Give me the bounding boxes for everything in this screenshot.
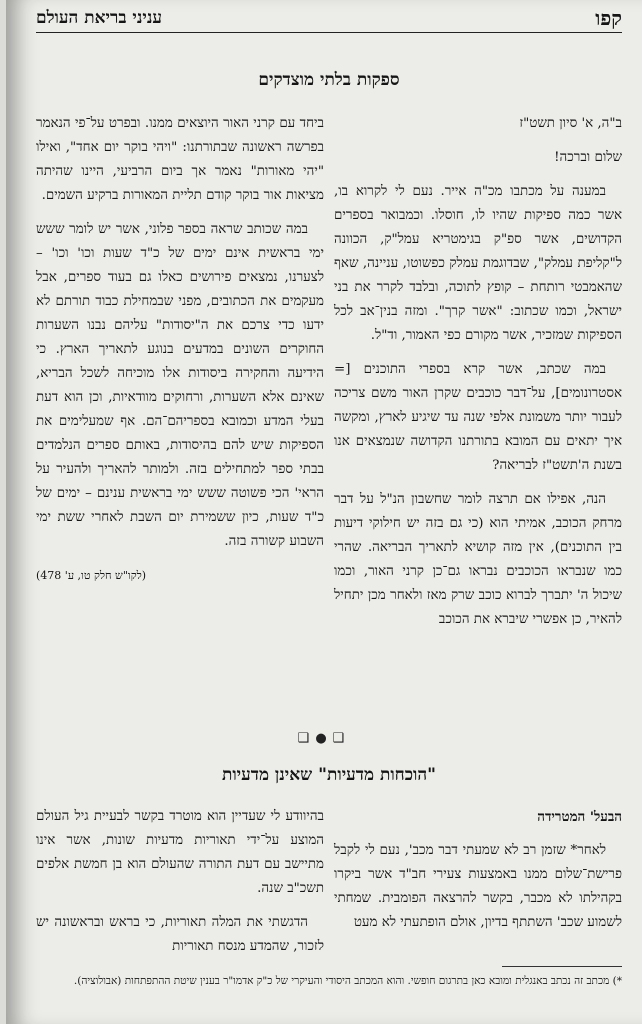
letter-date: ב"ה, א' סיון תשט"ז — [519, 116, 622, 131]
paragraph: במה שכתב, אשר קרא בספרי התוכנים [= אסטרונומים], על־דבר כוכבים שקרן האור משם צריכה לעבור יותר משמונת אלפי שנה עד שיגיע לארץ, ומקשה איך יתאים עם המובא בתורתנו הקדושה שנמצאים אנו בשנת ה'תשט"ז לבריאה? — [334, 362, 622, 473]
footnote: *) מכתב זה נכתב באנגלית ומובא כאן בתרגום חופשי. והוא המכתב היסודי והעיקרי של כ"ק אדמו"ר בענין שיטת ההתפתחות (אבולוציה). — [73, 975, 622, 987]
subsection-heading: הבעל' המטרידה — [537, 809, 622, 825]
paragraph: בהיוודע לי שעדיין הוא מוטרד בקשר לבעיית גיל העולם המוצע על־ידי תאוריות מדעיות שונות, אשר אינו מתיישב עם דעת התורה שהעולם הוא בן חמשת אלפים תשכ"ב שנה. — [36, 809, 324, 896]
paragraph: במה שכותב שראה בספר פלוני, אשר יש לומר ששש ימי בראשית אינם ימים של כ"ד שעות וכו' וכו' – לצערנו, נמצאים פירושים כאלו גם בעוד ספרים, אבל מעקמים את הכתובים, מפני שבמחילת כבוד תורתם לא ידעו כדי צרכם את ה"יסודות" עליהם נבנו השערות החוקרים השונים במדעים בנוגע לתאריך הארץ. כי הידיעה והחקירה ביסודות אלו מוכיחה לשכל הבריא, שאינם אלא השערות, ורחוקים מוודאיות, וכן הוא דעת בעלי המדע וכמובא בספריהם־הם. אף שמעלימים את הספיקות שיש להם בהיסודות, באותם ספרים הנלמדים בבתי ספר למתחילים בזה. ולמותר להאריך ולהעיר על הראי' הכי פשוטה ששש ימי בראשית ענינם – ימים של כ"ד שעות, כיון ששמירת יום השבת לאחרי ששת ימי השבוע קשורה בזה. — [36, 222, 324, 549]
book-page — [6, 0, 642, 1024]
paragraph: במענה על מכתבו מכ"ה אייר. נעם לי לקרוא בו, אשר כמה ספיקות שהיו לו, חוסלו. וכמבואר בספרים הקדושים, אשר ספ"ק בגימטריא עמל"ק, הכוונה ל"קליפת עמלק", שבדוגמת עמלק כפשוטו, עניינה, שאף שהאמבטי רותחת – קופץ לתוכה, ובלבד לקרר את בני ישראל, וכמו שכתוב: "אשר קרך". ומזה בנין־אב לכל הספיקות שמזכיר, אשר מקורם כפי האמור, וד"ל. — [334, 184, 622, 343]
source-citation: (לקו"ש חלק טו, ע' 478) — [36, 569, 147, 582]
section2-left-column — [36, 805, 324, 969]
running-title: עניני בריאת העולם — [36, 8, 163, 28]
paragraph: לאחר* שזמן רב לא שמעתי דבר מכב', נעם לי לקבל פרישת־שלום ממנו באמצעות צעירי חב"ד אשר ביקרו בקהילתו לא מכבר, בקשר להרצאה הפומבית. שמחתי לשמוע שכב' השתתף בדיון, אולם הופתעתי לא מעט — [334, 843, 622, 930]
section1-left-column — [36, 112, 324, 588]
running-header — [36, 6, 622, 33]
section-divider: ❑●❑ — [297, 731, 351, 746]
section2-right-column — [334, 805, 622, 945]
letter-greeting: שלום וברכה! — [554, 150, 622, 165]
section-title-1: ספקות בלתי מוצדקים — [258, 70, 400, 90]
paragraph: הדגשתי את המלה תאוריות, כי בראש ובראשונה יש לזכור, שהמדע מנסח תאוריות — [36, 915, 324, 954]
paragraph: הנה, אפילו אם תרצה לומר שחשבון הנ"ל על דבר מרחק הכוכב, אמיתי הוא (כי גם בזה יש חילוקי דיעות בין התוכנים), אין מזה קושיא לתאריך הבריאה. שהרי כמו שנבראו הכוכבים נבראו גם־כן קרני האור, וכמו שיכול ה' יתברך לברוא כוכב שרק מאז ולאחר מכן יתחיל להאיר, כן אפשרי שיברא את הכוכב — [334, 492, 622, 627]
page-number: קפו — [595, 6, 622, 30]
paragraph: ביחד עם קרני האור היוצאים ממנו. ובפרט על־פי הנאמר בפרשה ראשונה שבתורתנו: "ויהי בוקר יום אחד", ואילו "יהי מאורות" נאמר אך ביום הרביעי, היינו שהיתה מציאות אור בוקר קודם תליית המאורות ברקיע השמים. — [36, 116, 324, 203]
section-title-2: "הוכחות מדעיות" שאינן מדעיות — [221, 765, 437, 785]
section1-right-column — [334, 112, 622, 642]
footnote-rule — [502, 966, 622, 967]
